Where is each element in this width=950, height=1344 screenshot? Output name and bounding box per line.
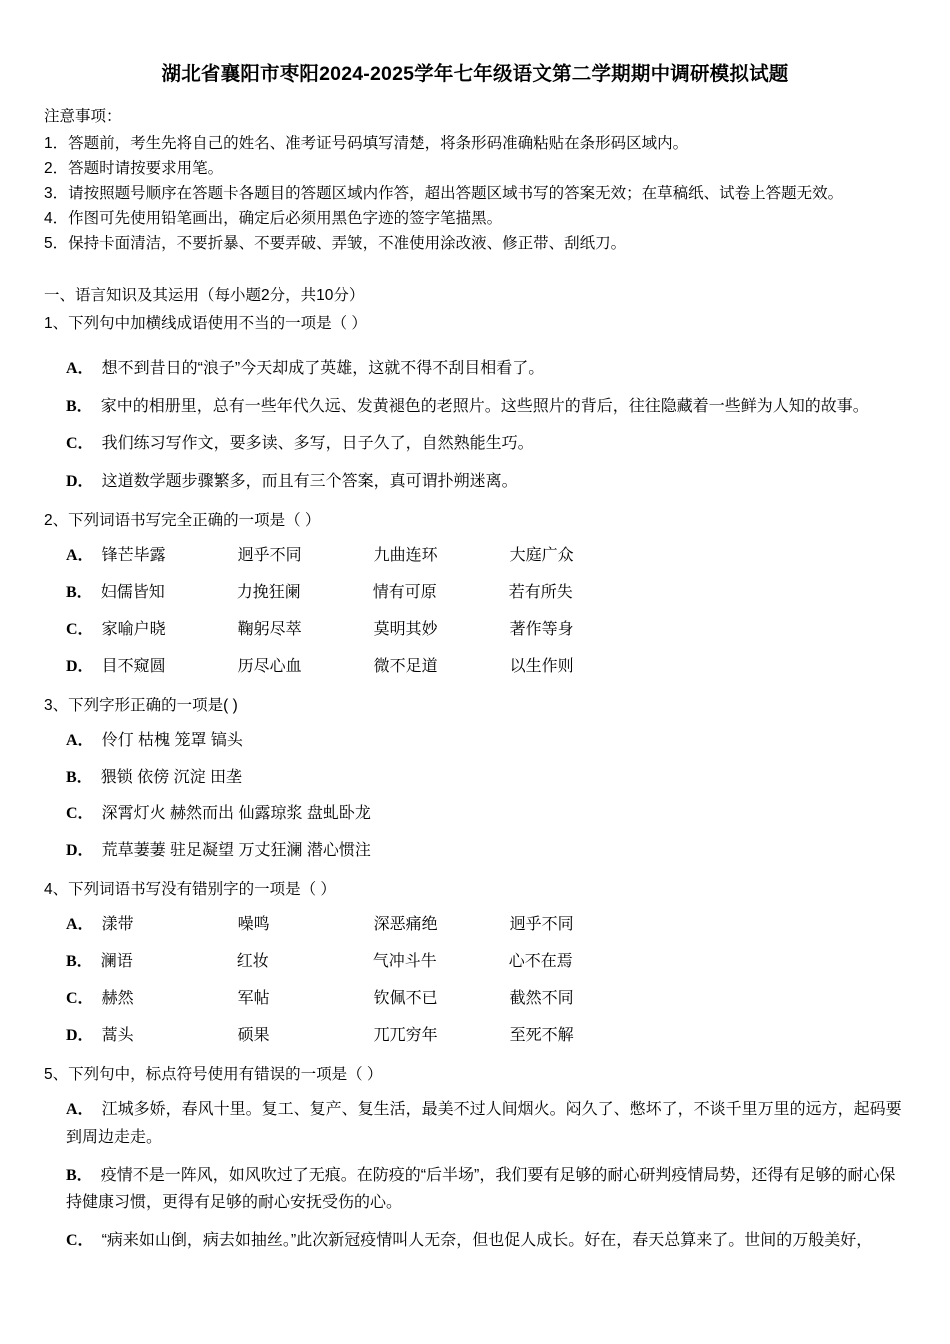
notice-item: 4．作图可先使用铅笔画出，确定后必须用黑色字迹的签字笔描黑。 (44, 210, 503, 228)
section-heading-one: 一、语言知识及其运用（每小题2分，共10分） (44, 286, 365, 304)
option-cell: 大庭广众 (509, 547, 574, 565)
notice-item: 1．答题前，考生先将自己的姓名、准考证号码填写清楚，将条形码准确粘贴在条形码区域内。 (44, 135, 689, 152)
question-5-option-c (44, 1227, 906, 1255)
option-label: A． (66, 547, 94, 565)
question-1-option-b (44, 393, 906, 421)
option-cell: 微不足道 (373, 657, 438, 675)
question-stem-3: 3、下列字形正确的一项是( ) (44, 696, 238, 714)
page-title: 湖北省襄阳市枣阳2024-2025学年七年级语文第二学期期中调研模拟试题 (161, 63, 789, 85)
question-3-option-d (44, 838, 906, 864)
option-cell: 心不在焉 (508, 952, 573, 970)
option-cell: 家喻户晓 (101, 621, 166, 639)
question-1-option-a (44, 355, 906, 383)
option-text: 猥锁 依傍 沉淀 田垄 (100, 768, 243, 786)
option-text: 家中的相册里，总有一些年代久远、发黄褪色的老照片。这些照片的背后，往往隐藏着一些鲜为人知的故事。 (100, 397, 869, 415)
option-cell: 锋芒毕露 (101, 547, 166, 565)
option-cell: 力挽狂阑 (236, 584, 301, 602)
question-3-option-a (44, 728, 906, 754)
notice-list (44, 131, 906, 257)
question-1-option-d (44, 468, 906, 496)
option-label: B． (66, 397, 93, 415)
notice-item: 2．答题时请按要求用笔。 (44, 160, 224, 178)
option-label: D． (66, 472, 94, 490)
option-cell: 九曲连环 (373, 547, 438, 565)
question-stem-5: 5、下列句中，标点符号使用有错误的一项是（ ） (44, 1065, 383, 1083)
option-cell: 蒿头 (101, 1026, 134, 1044)
option-text: 想不到昔日的“浪子”今天却成了英雄，这就不得不刮目相看了。 (101, 360, 545, 378)
option-text: 这道数学题步骤繁多，而且有三个答案，真可谓扑朔迷离。 (101, 472, 518, 490)
option-label: A． (66, 1101, 94, 1119)
option-cell: 以生作则 (509, 657, 574, 675)
option-cell: 军帖 (237, 989, 270, 1007)
notice-heading: 注意事项： (44, 108, 122, 125)
option-cell: 截然不同 (509, 989, 574, 1007)
option-label: B． (66, 768, 93, 786)
option-text: 荒草萋萋 驻足凝望 万丈狂澜 潜心惯注 (101, 842, 371, 860)
option-label: C． (66, 989, 94, 1007)
option-text: 我们练习写作文，要多读、多写，日子久了，自然熟能生巧。 (101, 435, 534, 453)
question-3-option-b (44, 765, 906, 791)
option-cell: 至死不解 (509, 1026, 574, 1044)
option-cell: 钦佩不已 (373, 989, 438, 1007)
option-label: C． (66, 435, 94, 453)
option-label: C． (66, 805, 94, 823)
question-5-option-b (44, 1162, 906, 1217)
notice-item: 5．保持卡面清洁，不要折暴、不要弄破、弄皱，不准使用涂改液、修正带、刮纸刀。 (44, 235, 627, 253)
option-label: D． (66, 842, 94, 860)
option-cell: 赫然 (101, 989, 134, 1007)
option-label: A． (66, 360, 94, 378)
option-text: 深霄灯火 赫然而出 仙露琼浆 盘虬卧龙 (101, 805, 371, 823)
question-1-option-c (44, 430, 906, 458)
option-text: 伶仃 枯槐 笼罩 镐头 (101, 731, 243, 749)
question-4-option-d (44, 1023, 906, 1049)
option-label: C． (66, 1231, 94, 1249)
option-label: A． (66, 916, 94, 934)
option-text: “病来如山倒，病去如抽丝。”此次新冠疫情叫人无奈，但也促人成长。好在，春天总算来了。世间的万般美好， (101, 1231, 873, 1249)
option-cell: 妇儒皆知 (100, 584, 165, 602)
question-4-option-b (44, 949, 906, 975)
question-2-option-c (44, 617, 906, 643)
question-2-option-d (44, 654, 906, 680)
question-stem-1: 1、下列句中加横线成语使用不当的一项是（ ） (44, 314, 367, 332)
option-cell: 澜语 (100, 952, 133, 970)
option-cell: 目不窥圆 (101, 657, 166, 675)
option-text: 江城多娇，春风十里。复工、复产、复生活，最美不过人间烟火。闷久了、憋坏了，不谈千里万里的远方，起码要到周边走走。 (66, 1101, 902, 1146)
option-cell: 深恶痛绝 (373, 916, 438, 934)
option-cell: 历尽心血 (237, 657, 302, 675)
question-2-option-a (44, 543, 906, 569)
option-label: B． (66, 1166, 93, 1184)
option-cell: 漾带 (101, 916, 134, 934)
option-cell: 鞠躬尽萃 (237, 621, 302, 639)
option-text: 疫情不是一阵风，如风吹过了无痕。在防疫的“后半场”，我们要有足够的耐心研判疫情局势，还得有足够的耐心保持健康习惯，更得有足够的耐心安抚受伤的心。 (66, 1166, 896, 1212)
option-cell: 迥乎不同 (237, 547, 302, 565)
question-5-option-a (44, 1096, 906, 1151)
option-label: B． (66, 584, 93, 602)
option-label: A． (66, 731, 94, 749)
option-cell: 红妆 (236, 952, 269, 970)
question-4-option-a (44, 912, 906, 938)
option-label: D． (66, 1026, 94, 1044)
option-cell: 迥乎不同 (509, 916, 574, 934)
option-cell: 兀兀穷年 (373, 1026, 438, 1044)
option-cell: 著作等身 (509, 621, 574, 639)
question-4-option-c (44, 986, 906, 1012)
option-cell: 硕果 (237, 1026, 270, 1044)
option-label: B． (66, 952, 93, 970)
option-label: D． (66, 657, 94, 675)
question-2-option-b (44, 580, 906, 606)
question-stem-4: 4、下列词语书写没有错别字的一项是（ ） (44, 881, 336, 899)
question-stem-2: 2、下列词语书写完全正确的一项是（ ） (44, 512, 321, 530)
option-cell: 莫明其妙 (373, 621, 438, 639)
option-cell: 若有所失 (508, 584, 573, 602)
question-3-option-c (44, 801, 906, 827)
notice-item: 3．请按照题号顺序在答题卡各题目的答题区域内作答，超出答题区域书写的答案无效；在草稿纸、试卷上答题无效。 (44, 185, 844, 203)
option-cell: 噪鸣 (237, 916, 270, 934)
option-label: C． (66, 621, 94, 639)
option-cell: 情有可原 (372, 584, 437, 602)
option-cell: 气冲斗牛 (372, 952, 437, 970)
